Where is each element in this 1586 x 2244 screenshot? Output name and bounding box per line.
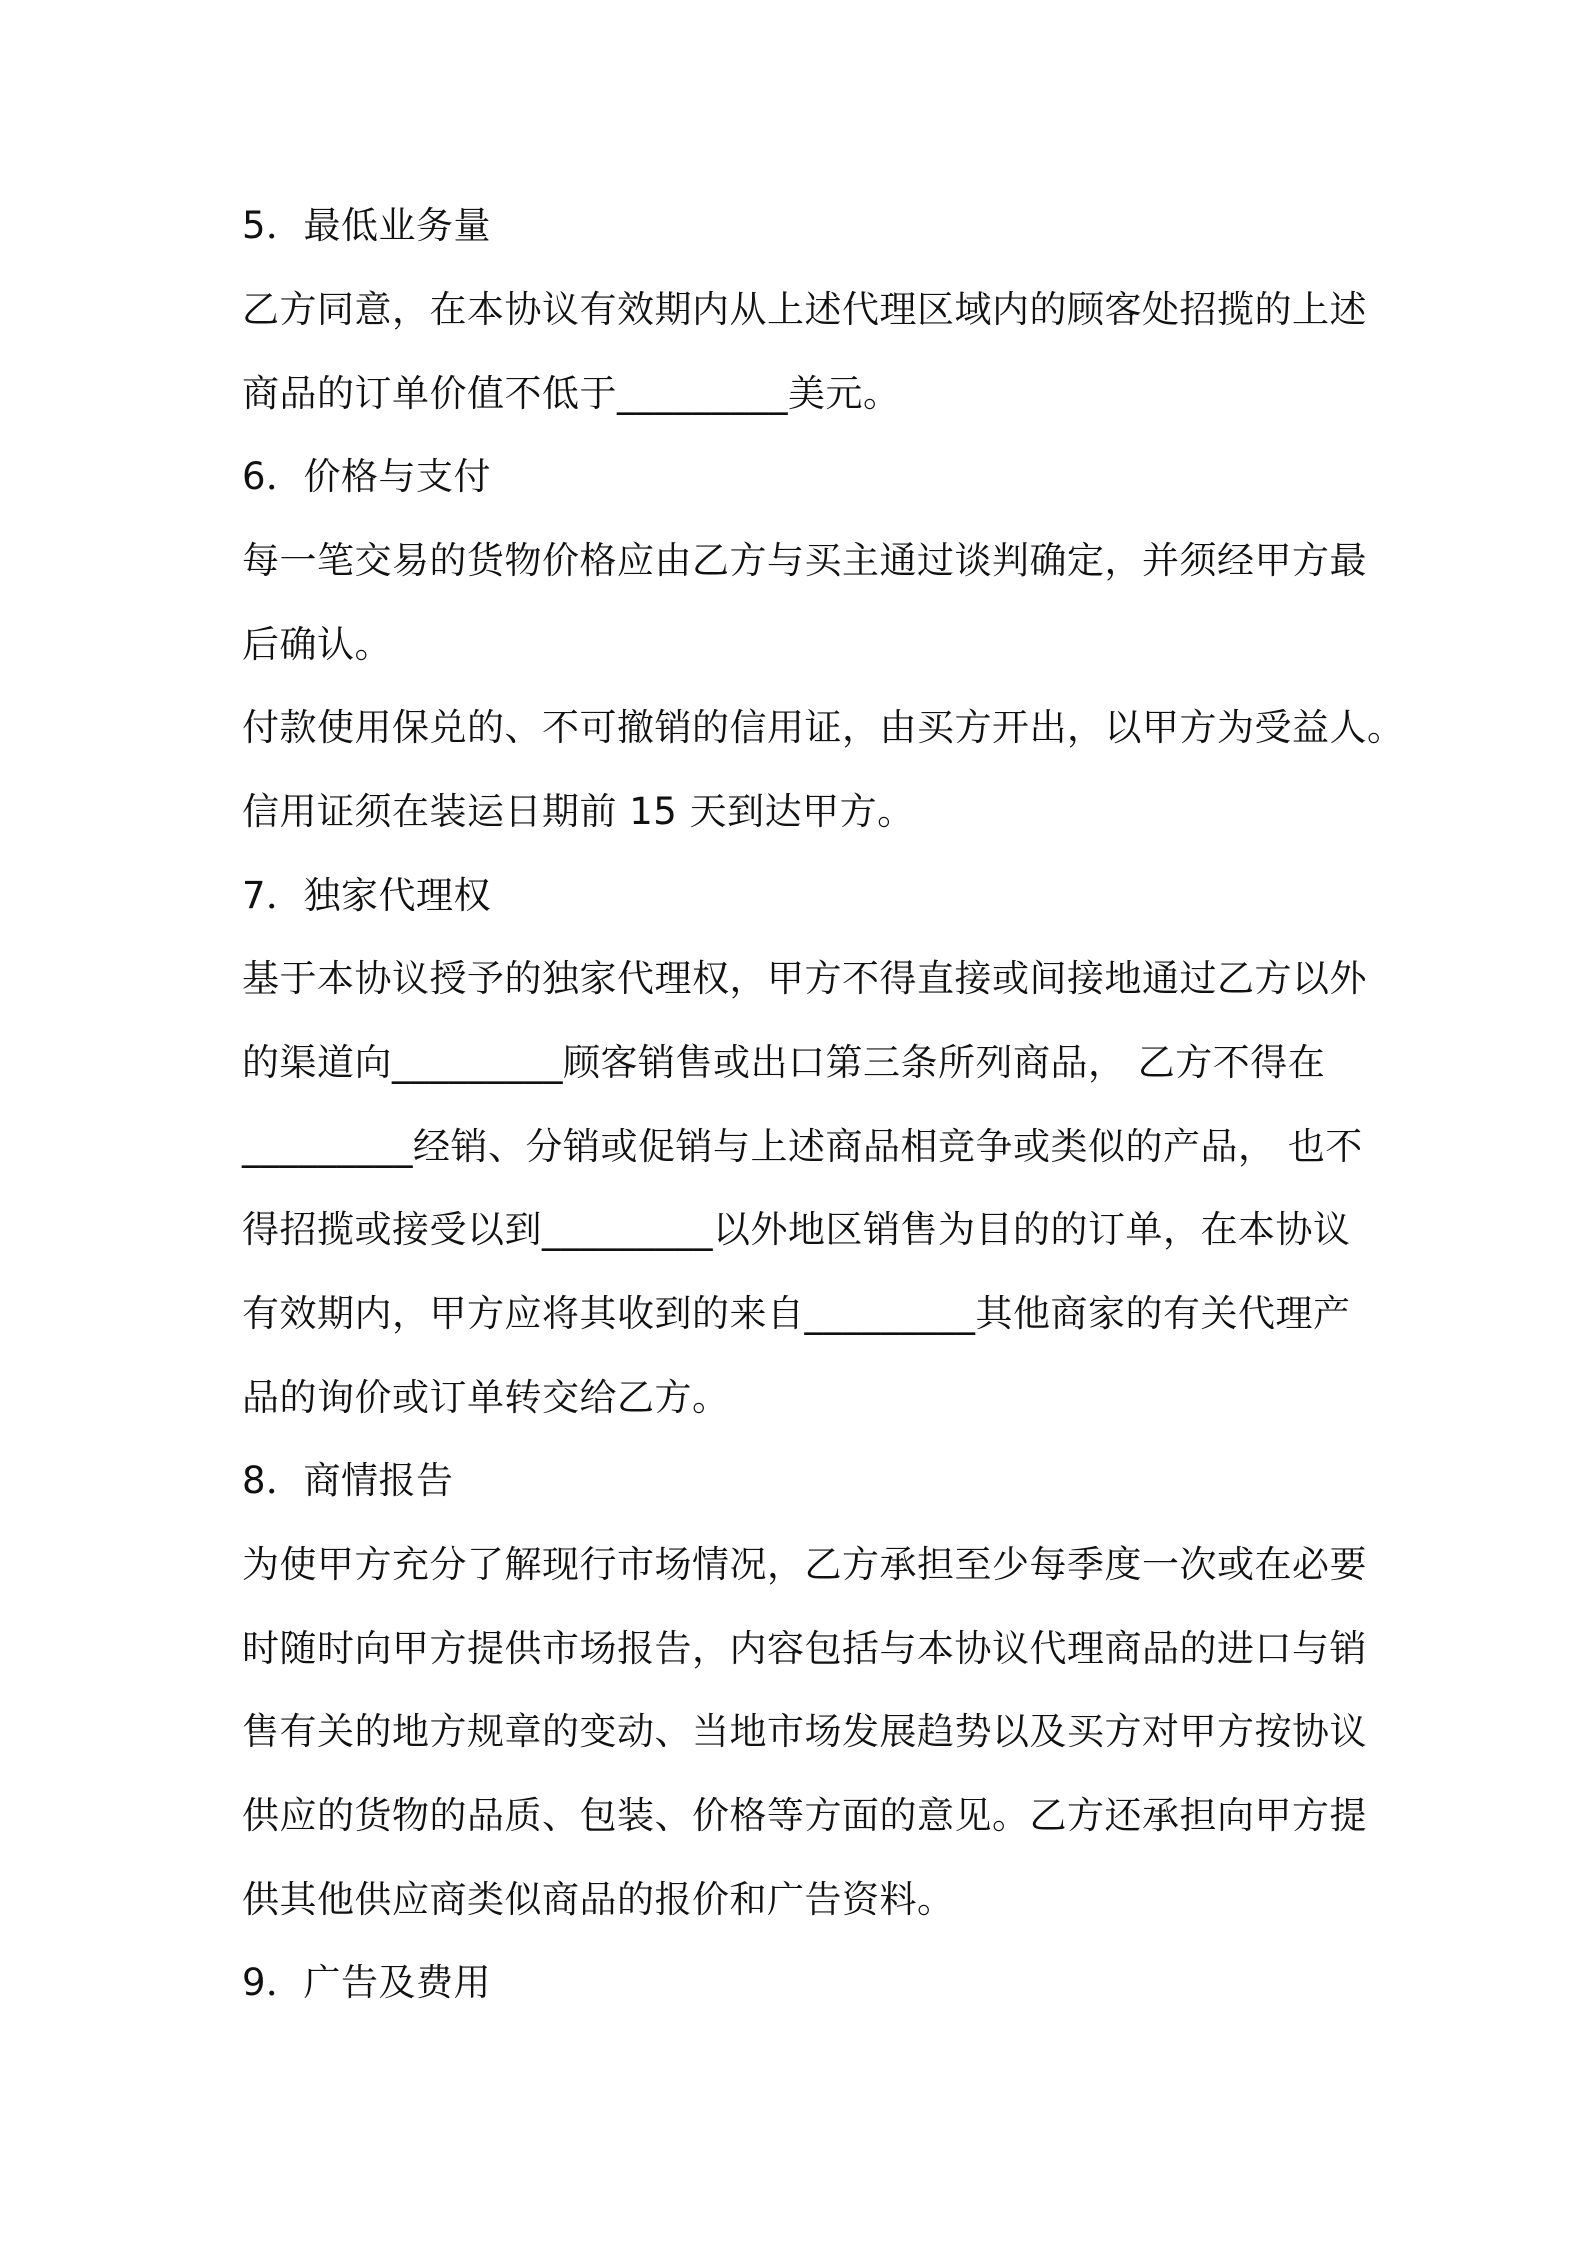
paragraph-line: 的渠道向_________顾客销售或出口第三条所列商品， 乙方不得在: [242, 1041, 1326, 1084]
paragraph-line: 信用证须在装运日期前 15 天到达甲方。: [242, 790, 915, 833]
paragraph-line: 有效期内，甲方应将其收到的来自_________其他商家的有关代理产: [242, 1292, 1351, 1335]
heading-exclusive-agency: 7．独家代理权: [242, 874, 492, 917]
paragraph-line: 付款使用保兑的、不可撤销的信用证，由买方开出，以甲方为受益人。: [242, 706, 1405, 749]
paragraph-line: 后确认。: [242, 623, 392, 666]
paragraph-line: 供其他供应商类似商品的报价和广告资料。: [242, 1878, 955, 1921]
paragraph-line: 品的询价或订单转交给乙方。: [242, 1376, 730, 1419]
heading-price-and-payment: 6．价格与支付: [242, 455, 492, 498]
paragraph-line: _________经销、分销或促销与上述商品相竞争或类似的产品， 也不: [242, 1125, 1363, 1168]
paragraph-line: 时随时向甲方提供市场报告，内容包括与本协议代理商品的进口与销: [242, 1627, 1367, 1670]
paragraph-line: 得招揽或接受以到_________以外地区销售为目的的订单，在本协议: [242, 1208, 1351, 1251]
paragraph-line: 售有关的地方规章的变动、当地市场发展趋势以及买方对甲方按协议: [242, 1710, 1367, 1753]
paragraph-line: 商品的订单价值不低于_________美元。: [242, 372, 901, 415]
paragraph-line: 供应的货物的品质、包装、价格等方面的意见。乙方还承担向甲方提: [242, 1794, 1367, 1837]
paragraph-line: 每一笔交易的货物价格应由乙方与买主通过谈判确定，并须经甲方最: [242, 539, 1367, 582]
paragraph-line: 为使甲方充分了解现行市场情况，乙方承担至少每季度一次或在必要: [242, 1543, 1367, 1586]
paragraph-line: 乙方同意，在本协议有效期内从上述代理区域内的顾客处招揽的上述: [242, 288, 1367, 331]
heading-market-report: 8．商情报告: [242, 1459, 454, 1502]
paragraph-line: 基于本协议授予的独家代理权，甲方不得直接或间接地通过乙方以外: [242, 957, 1367, 1000]
heading-minimum-business-volume: 5．最低业务量: [242, 204, 492, 247]
heading-advertising-and-expenses: 9．广告及费用: [242, 1961, 492, 2004]
